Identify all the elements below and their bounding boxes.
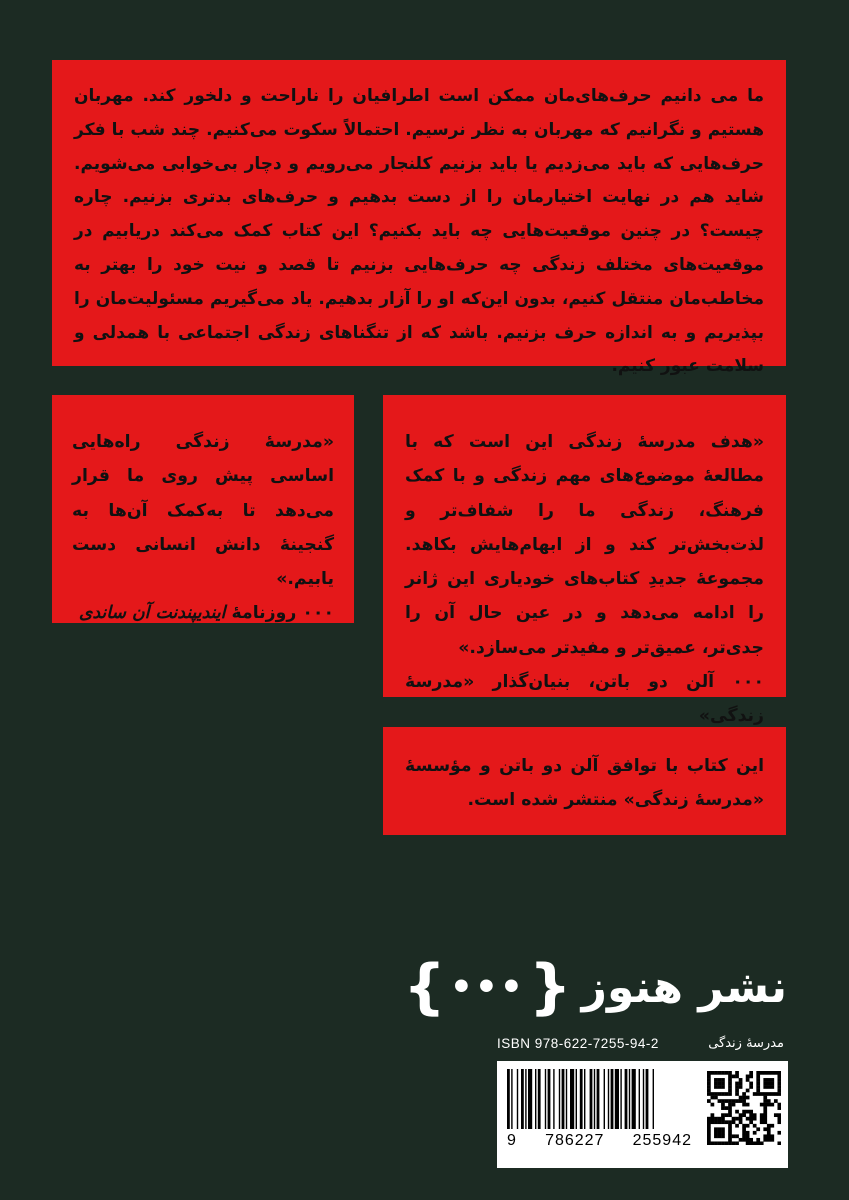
qr-module	[763, 1117, 767, 1121]
barcode-bar	[538, 1069, 541, 1129]
qr-module	[714, 1117, 718, 1121]
barcode-digits	[507, 1132, 692, 1150]
license-note-text: این کتاب با توافق آلن دو باتن و مؤسسهٔ «مدرسهٔ زندگی» منتشر شده است.	[405, 756, 764, 810]
qr-module	[753, 1124, 757, 1128]
qr-module	[770, 1092, 774, 1096]
qr-module	[707, 1071, 711, 1075]
barcode-icon	[505, 1069, 695, 1131]
qr-module	[711, 1113, 715, 1117]
qr-module	[711, 1120, 715, 1124]
qr-module	[707, 1138, 711, 1142]
qr-module	[718, 1085, 722, 1089]
qr-module	[742, 1131, 746, 1135]
qr-module	[763, 1127, 767, 1131]
qr-module	[728, 1106, 732, 1110]
qr-module	[721, 1117, 725, 1121]
qr-module	[760, 1103, 764, 1107]
barcode-bar	[615, 1069, 619, 1129]
qr-module	[767, 1103, 771, 1107]
qr-module	[718, 1120, 722, 1124]
qr-module	[746, 1096, 750, 1100]
qr-module	[756, 1089, 760, 1093]
qr-module	[735, 1117, 739, 1121]
qr-module	[749, 1141, 753, 1145]
qr-module	[746, 1078, 750, 1082]
barcode-digit-group: 255942	[632, 1132, 692, 1149]
qr-module	[725, 1120, 729, 1124]
qr-module	[760, 1071, 764, 1075]
barcode-bar	[646, 1069, 649, 1129]
isbn-row	[497, 1036, 784, 1051]
qr-module	[739, 1096, 743, 1100]
qr-module	[763, 1082, 767, 1086]
publisher-mark-dots: •••	[449, 966, 525, 1008]
qr-module	[746, 1141, 750, 1145]
qr-module	[756, 1082, 760, 1086]
qr-module	[707, 1099, 711, 1103]
qr-module	[714, 1134, 718, 1138]
qr-module	[714, 1120, 718, 1124]
barcode-bar	[611, 1069, 614, 1129]
qr-module	[707, 1089, 711, 1093]
qr-module	[721, 1131, 725, 1135]
qr-module	[756, 1127, 760, 1131]
qr-module	[760, 1092, 764, 1096]
qr-module	[770, 1085, 774, 1089]
barcode-bar	[570, 1069, 574, 1129]
series-name: مدرسهٔ زندگی	[708, 1036, 784, 1051]
qr-module	[721, 1078, 725, 1082]
qr-module	[728, 1138, 732, 1142]
qr-module	[749, 1085, 753, 1089]
qr-module	[767, 1092, 771, 1096]
qr-module	[739, 1138, 743, 1142]
qr-module	[767, 1134, 771, 1138]
qr-module	[760, 1113, 764, 1117]
qr-module	[774, 1113, 778, 1117]
qr-module	[767, 1099, 771, 1103]
qr-module	[739, 1082, 743, 1086]
qr-module	[728, 1075, 732, 1079]
barcode-bar	[511, 1069, 512, 1129]
qr-module	[718, 1134, 722, 1138]
qr-module	[735, 1075, 739, 1079]
qr-module	[721, 1113, 725, 1117]
barcode-bar	[528, 1069, 532, 1129]
barcode-bar	[625, 1069, 628, 1129]
qr-module	[707, 1131, 711, 1135]
qr-module	[732, 1141, 736, 1145]
qr-module	[707, 1075, 711, 1079]
qr-module	[711, 1071, 715, 1075]
qr-module	[749, 1082, 753, 1086]
qr-module	[763, 1138, 767, 1142]
qr-module	[777, 1089, 781, 1093]
qr-module	[721, 1103, 725, 1107]
qr-module	[728, 1134, 732, 1138]
qr-module	[777, 1082, 781, 1086]
qr-module	[756, 1138, 760, 1142]
qr-module	[763, 1092, 767, 1096]
qr-module	[746, 1117, 750, 1121]
qr-module	[707, 1127, 711, 1131]
qr-module	[721, 1134, 725, 1138]
barcode-bar	[590, 1069, 593, 1129]
qr-module	[732, 1099, 736, 1103]
quote-text: «مدرسهٔ زندگی راه‌هایی اساسی پیش روی ما قرار می‌دهد تا به‌کمک آن‌ها به گنجینهٔ دانش انسانی دست یابیم.»	[72, 432, 334, 590]
qr-module	[760, 1117, 764, 1121]
qr-module	[725, 1099, 729, 1103]
qr-module	[739, 1120, 743, 1124]
qr-module	[721, 1082, 725, 1086]
qr-module	[767, 1131, 771, 1135]
qr-module	[746, 1138, 750, 1142]
qr-module	[732, 1075, 736, 1079]
qr-module	[777, 1075, 781, 1079]
qr-module	[728, 1092, 732, 1096]
qr-module	[711, 1117, 715, 1121]
qr-module	[735, 1071, 739, 1075]
qr-module	[742, 1110, 746, 1114]
quote-attribution: ۰۰۰ آلن دو باتن، بنیان‌گذار «مدرسهٔ زندگی»	[405, 672, 764, 727]
qr-module	[767, 1085, 771, 1089]
qr-module	[742, 1113, 746, 1117]
qr-module	[763, 1071, 767, 1075]
qr-module	[728, 1082, 732, 1086]
qr-module	[735, 1141, 739, 1145]
qr-module	[707, 1092, 711, 1096]
barcode-bar	[535, 1069, 536, 1129]
qr-module	[732, 1117, 736, 1121]
qr-module	[767, 1127, 771, 1131]
qr-module	[746, 1134, 750, 1138]
qr-module	[749, 1117, 753, 1121]
qr-module	[749, 1071, 753, 1075]
qr-module	[770, 1138, 774, 1142]
qr-module	[763, 1134, 767, 1138]
qr-module	[742, 1134, 746, 1138]
qr-module	[714, 1141, 718, 1145]
qr-module	[735, 1110, 739, 1114]
qr-module	[732, 1120, 736, 1124]
qr-module	[707, 1117, 711, 1121]
qr-module	[774, 1092, 778, 1096]
qr-module	[725, 1106, 729, 1110]
qr-module	[774, 1071, 778, 1075]
publisher-mark	[403, 952, 572, 1022]
qr-module	[739, 1078, 743, 1082]
qr-module	[763, 1085, 767, 1089]
qr-module	[742, 1099, 746, 1103]
qr-module	[711, 1141, 715, 1145]
qr-module	[707, 1141, 711, 1145]
quote-panel-de-botton	[383, 395, 786, 727]
barcode-bar	[580, 1069, 583, 1129]
qr-module	[714, 1131, 718, 1135]
barcode-bar	[584, 1069, 585, 1129]
qr-module	[725, 1113, 729, 1117]
qr-module	[711, 1103, 715, 1107]
qr-module	[763, 1113, 767, 1117]
barcode-bar	[632, 1069, 636, 1129]
qr-module	[728, 1099, 732, 1103]
barcode-bar	[629, 1069, 630, 1129]
barcode-bar	[639, 1069, 640, 1129]
qr-module	[742, 1092, 746, 1096]
qr-module	[711, 1092, 715, 1096]
qr-module	[746, 1075, 750, 1079]
qr-module	[749, 1110, 753, 1114]
qr-module	[777, 1092, 781, 1096]
license-note-panel	[383, 727, 786, 835]
barcode-bar	[643, 1069, 644, 1129]
qr-module	[728, 1131, 732, 1135]
qr-module	[718, 1082, 722, 1086]
qr-module	[760, 1141, 764, 1145]
qr-module	[777, 1106, 781, 1110]
attribution-prefix: ۰۰۰ روزنامهٔ	[231, 603, 334, 624]
blurb-text: ما می دانیم حرف‌های‌مان ممکن است اطرافیان را ناراحت و دلخور کند. مهربان هستیم و نگرانیم که مهربان به نظر نرسیم. احتمالاً سکوت می‌کنیم. چند شب با فکر حرف‌هایی که باید می‌زدیم یا باید بزنیم کلنجار می‌رویم و دچار بی‌خوابی می‌شویم. شاید هم در نهایت اختیارمان را از دست بدهیم و حرف‌های بدتری بزنیم. چاره چیست؟ در چنین موقعیت‌هایی چه باید بکنیم؟ این کتاب کمک می‌کند دریابیم در موقعیت‌های مختلف زندگی چه حرف‌هایی بزنیم تا قصد و نیت خود را بهتر به مخاطب‌مان منتقل کنیم، بدون این‌که او را آزار بدهیم. یاد می‌گیریم مسئولیت‌مان را بپذیریم و به اندازه حرف بزنیم. باشد که از تنگناهای زندگی اجتماعی با همدلی و سلامت عبور کنیم.	[74, 86, 764, 377]
quote-text: «هدف مدرسهٔ زندگی این است که با مطالعهٔ موضوع‌های مهم زندگی و با کمک فرهنگ، زندگی ما را شفاف‌تر و لذت‌بخش‌تر کند و از ابهام‌هایش بکاهد. مجموعهٔ جدیدِ کتاب‌های خودیاری این ژانر را ادامه می‌دهد و در عین حال آن را جدی‌تر، عمیق‌تر و مفیدتر می‌سازد.»	[405, 432, 764, 658]
qr-module	[767, 1078, 771, 1082]
qr-module	[714, 1092, 718, 1096]
qr-module	[746, 1131, 750, 1135]
qr-module	[770, 1078, 774, 1082]
qr-module	[756, 1075, 760, 1079]
qr-module	[756, 1141, 760, 1145]
qr-module	[763, 1096, 767, 1100]
qr-module	[753, 1117, 757, 1121]
qr-module	[728, 1078, 732, 1082]
qr-module	[777, 1120, 781, 1124]
qr-module	[735, 1124, 739, 1128]
qr-module	[725, 1141, 729, 1145]
qr-module	[718, 1131, 722, 1135]
qr-module	[707, 1124, 711, 1128]
qr-module	[707, 1085, 711, 1089]
qr-module	[770, 1082, 774, 1086]
qr-module	[714, 1096, 718, 1100]
qr-module	[735, 1092, 739, 1096]
qr-module	[760, 1120, 764, 1124]
qr-module	[753, 1141, 757, 1145]
qr-module	[728, 1113, 732, 1117]
qr-module	[770, 1124, 774, 1128]
qr-module	[728, 1103, 732, 1107]
barcode-bar	[620, 1069, 621, 1129]
qr-module	[721, 1099, 725, 1103]
barcode-bar	[521, 1069, 524, 1129]
barcode-bar	[525, 1069, 526, 1129]
qr-module	[746, 1103, 750, 1107]
qr-module	[728, 1071, 732, 1075]
qr-module	[714, 1071, 718, 1075]
qr-module	[721, 1120, 725, 1124]
qr-module	[774, 1099, 778, 1103]
barcode-bar	[604, 1069, 605, 1129]
barcode-bar	[545, 1069, 546, 1129]
qr-module	[721, 1071, 725, 1075]
qr-module	[725, 1092, 729, 1096]
qr-module	[763, 1110, 767, 1114]
qr-module	[707, 1082, 711, 1086]
qr-module	[711, 1096, 715, 1100]
barcode-bar	[594, 1069, 595, 1129]
qr-module	[735, 1082, 739, 1086]
qr-module	[777, 1131, 781, 1135]
publisher-logo	[403, 952, 787, 1022]
qr-module	[714, 1127, 718, 1131]
qr-module	[767, 1071, 771, 1075]
qr-module	[718, 1092, 722, 1096]
qr-module	[770, 1103, 774, 1107]
qr-module	[728, 1085, 732, 1089]
qr-module	[756, 1071, 760, 1075]
qr-module	[728, 1110, 732, 1114]
right-brace-icon: }	[528, 952, 572, 1022]
qr-module	[742, 1124, 746, 1128]
qr-module	[732, 1103, 736, 1107]
qr-module	[777, 1103, 781, 1107]
quote-panel-newspaper	[52, 395, 354, 623]
qr-module	[763, 1078, 767, 1082]
qr-module	[770, 1071, 774, 1075]
barcode-bar	[562, 1069, 565, 1129]
qr-module	[777, 1078, 781, 1082]
qr-module	[763, 1099, 767, 1103]
qr-module	[714, 1085, 718, 1089]
blurb-panel	[52, 60, 786, 377]
qr-module	[767, 1124, 771, 1128]
qr-module	[739, 1099, 743, 1103]
qr-module	[735, 1134, 739, 1138]
qr-module	[739, 1117, 743, 1121]
barcode-bar	[576, 1069, 577, 1129]
qr-module	[777, 1085, 781, 1089]
qr-module	[777, 1141, 781, 1145]
publisher-name: نشر هنوز	[581, 961, 787, 1013]
qr-module	[753, 1131, 757, 1135]
qr-module	[749, 1138, 753, 1142]
qr-module	[749, 1075, 753, 1079]
qr-module	[728, 1089, 732, 1093]
qr-module	[739, 1113, 743, 1117]
qr-module	[718, 1071, 722, 1075]
qr-module	[756, 1092, 760, 1096]
qr-module	[763, 1103, 767, 1107]
qr-module	[777, 1113, 781, 1117]
qr-module	[721, 1141, 725, 1145]
qr-module	[735, 1085, 739, 1089]
qr-module	[728, 1127, 732, 1131]
qr-module	[714, 1082, 718, 1086]
qr-module	[777, 1117, 781, 1121]
barcode-bar	[566, 1069, 567, 1129]
qr-module	[763, 1120, 767, 1124]
attribution-source: ایندیپندنت آن ساندی	[78, 603, 226, 624]
qr-module	[718, 1099, 722, 1103]
qr-module	[707, 1120, 711, 1124]
qr-module	[707, 1078, 711, 1082]
barcode-bar	[548, 1069, 551, 1129]
qr-module	[721, 1085, 725, 1089]
qr-module	[739, 1085, 743, 1089]
barcode-bar	[559, 1069, 560, 1129]
qr-module	[721, 1106, 725, 1110]
qr-module	[718, 1078, 722, 1082]
qr-module	[767, 1138, 771, 1142]
barcode-bar	[553, 1069, 554, 1129]
qr-module	[749, 1120, 753, 1124]
qr-module	[728, 1120, 732, 1124]
qr-module	[718, 1127, 722, 1131]
quote-attribution	[72, 596, 334, 630]
qr-module	[756, 1078, 760, 1082]
qr-module	[742, 1127, 746, 1131]
qr-module	[746, 1124, 750, 1128]
barcode-bar	[517, 1069, 518, 1129]
qr-module	[742, 1096, 746, 1100]
barcode-digit-group: 9	[507, 1132, 517, 1149]
barcode-label	[497, 1061, 788, 1168]
barcode-bar	[507, 1069, 510, 1129]
left-brace-icon: {	[403, 952, 446, 1022]
qr-module	[749, 1113, 753, 1117]
qr-module	[756, 1085, 760, 1089]
qr-module	[753, 1092, 757, 1096]
barcode-digit-group: 786227	[545, 1132, 605, 1149]
barcode-bar	[597, 1069, 600, 1129]
qr-module	[735, 1099, 739, 1103]
qr-module	[746, 1110, 750, 1114]
qr-module	[707, 1134, 711, 1138]
qr-module	[721, 1127, 725, 1131]
isbn-number: ISBN 978-622-7255-94-2	[497, 1036, 659, 1051]
qr-module	[777, 1071, 781, 1075]
qr-module	[767, 1082, 771, 1086]
qr-module	[725, 1071, 729, 1075]
qr-module	[718, 1141, 722, 1145]
qr-module	[721, 1092, 725, 1096]
qr-module	[735, 1089, 739, 1093]
qr-code-icon	[707, 1071, 781, 1145]
barcode-bar	[608, 1069, 609, 1129]
qr-module	[746, 1089, 750, 1093]
qr-module	[728, 1124, 732, 1128]
qr-module	[742, 1138, 746, 1142]
qr-module	[728, 1141, 732, 1145]
qr-module	[763, 1106, 767, 1110]
qr-module	[753, 1113, 757, 1117]
qr-module	[732, 1134, 736, 1138]
qr-module	[770, 1134, 774, 1138]
qr-module	[742, 1103, 746, 1107]
qr-module	[714, 1078, 718, 1082]
barcode-bar	[653, 1069, 654, 1129]
qr-module	[718, 1117, 722, 1121]
